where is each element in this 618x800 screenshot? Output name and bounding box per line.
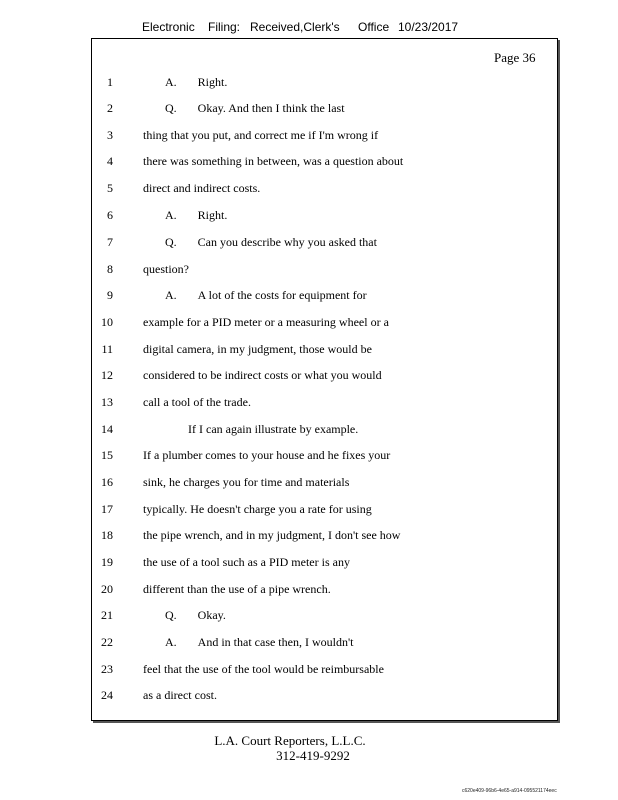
transcript-line <box>0 101 618 121</box>
transcript-line <box>0 368 618 388</box>
transcript-line <box>0 75 618 95</box>
header-filing: Filing: <box>208 20 241 34</box>
line-text: example for a PID meter or a measuring wheel or a <box>143 315 389 329</box>
line-number: 13 <box>101 395 113 409</box>
transcript-line <box>0 235 618 255</box>
line-number: 19 <box>101 555 113 569</box>
line-number: 5 <box>107 181 113 195</box>
line-text: sink, he charges you for time and materials <box>143 475 350 489</box>
line-text: as a direct cost. <box>143 688 217 702</box>
line-number: 4 <box>107 154 113 168</box>
line-text: If I can again illustrate by example. <box>188 422 359 436</box>
line-text: typically. He doesn't charge you a rate for using <box>143 502 372 516</box>
line-text: the use of a tool such as a PID meter is any <box>143 555 350 569</box>
transcript-line <box>0 181 618 201</box>
document-id: c620e409-96b6-4e65-a914-095521174eec <box>462 788 557 794</box>
line-text: A. And in that case then, I wouldn't <box>165 635 354 649</box>
line-number: 7 <box>107 235 113 249</box>
reporter-company: L.A. Court Reporters, L.L.C. <box>214 733 366 748</box>
line-text: different than the use of a pipe wrench. <box>143 582 331 596</box>
line-text: considered to be indirect costs or what you would <box>143 368 382 382</box>
transcript-line <box>0 555 618 575</box>
transcript-line <box>0 582 618 602</box>
line-number: 15 <box>101 448 113 462</box>
line-number: 22 <box>101 635 113 649</box>
line-number: 11 <box>101 342 113 356</box>
header-received: Received,Clerk's <box>250 20 340 34</box>
transcript-line <box>0 608 618 628</box>
line-text: thing that you put, and correct me if I'm wrong if <box>143 128 379 142</box>
line-number: 6 <box>107 208 113 222</box>
transcript-line <box>0 395 618 415</box>
transcript-line <box>0 475 618 495</box>
transcript-line <box>0 502 618 522</box>
reporter-phone: 312-419-9292 <box>276 748 350 763</box>
transcript-line <box>0 262 618 282</box>
line-number: 8 <box>107 262 113 276</box>
line-text: Q. Okay. <box>165 608 226 622</box>
line-text: A. Right. <box>165 208 228 222</box>
line-number: 12 <box>101 368 113 382</box>
line-text: Q. Can you describe why you asked that <box>165 235 377 249</box>
transcript-line <box>0 422 618 442</box>
header-office: Office <box>358 20 390 34</box>
transcript-line <box>0 288 618 308</box>
transcript-line <box>0 448 618 468</box>
line-text: Q. Okay. And then I think the last <box>165 101 345 115</box>
line-text: there was something in between, was a question about <box>143 154 404 168</box>
line-number: 3 <box>107 128 113 142</box>
line-text: direct and indirect costs. <box>143 181 261 195</box>
line-number: 2 <box>107 101 113 115</box>
header-electronic: Electronic <box>142 20 195 34</box>
line-number: 24 <box>101 688 113 702</box>
header-date: 10/23/2017 <box>398 20 459 34</box>
line-number: 16 <box>101 475 113 489</box>
line-text: A. Right. <box>165 75 228 89</box>
line-text: the pipe wrench, and in my judgment, I don't see how <box>143 528 401 542</box>
line-text: feel that the use of the tool would be reimbursable <box>143 662 384 676</box>
transcript-line <box>0 662 618 682</box>
transcript-line <box>0 154 618 174</box>
line-text: question? <box>143 262 189 276</box>
line-number: 17 <box>101 502 113 516</box>
transcript-line <box>0 315 618 335</box>
line-text: digital camera, in my judgment, those would be <box>143 342 372 356</box>
transcript-line <box>0 528 618 548</box>
line-text: A. A lot of the costs for equipment for <box>165 288 367 302</box>
line-number: 1 <box>107 75 113 89</box>
transcript-line <box>0 635 618 655</box>
line-text: If a plumber comes to your house and he fixes your <box>143 448 391 462</box>
transcript-line <box>0 128 618 148</box>
line-number: 14 <box>101 422 113 436</box>
line-text: call a tool of the trade. <box>143 395 251 409</box>
transcript-line <box>0 342 618 362</box>
transcript-line <box>0 208 618 228</box>
transcript-line <box>0 688 618 708</box>
page-number: Page 36 <box>494 50 536 65</box>
line-number: 23 <box>101 662 113 676</box>
line-number: 18 <box>101 528 113 542</box>
line-number: 10 <box>101 315 113 329</box>
line-number: 20 <box>101 582 113 596</box>
line-number: 9 <box>107 288 113 302</box>
line-number: 21 <box>101 608 113 622</box>
